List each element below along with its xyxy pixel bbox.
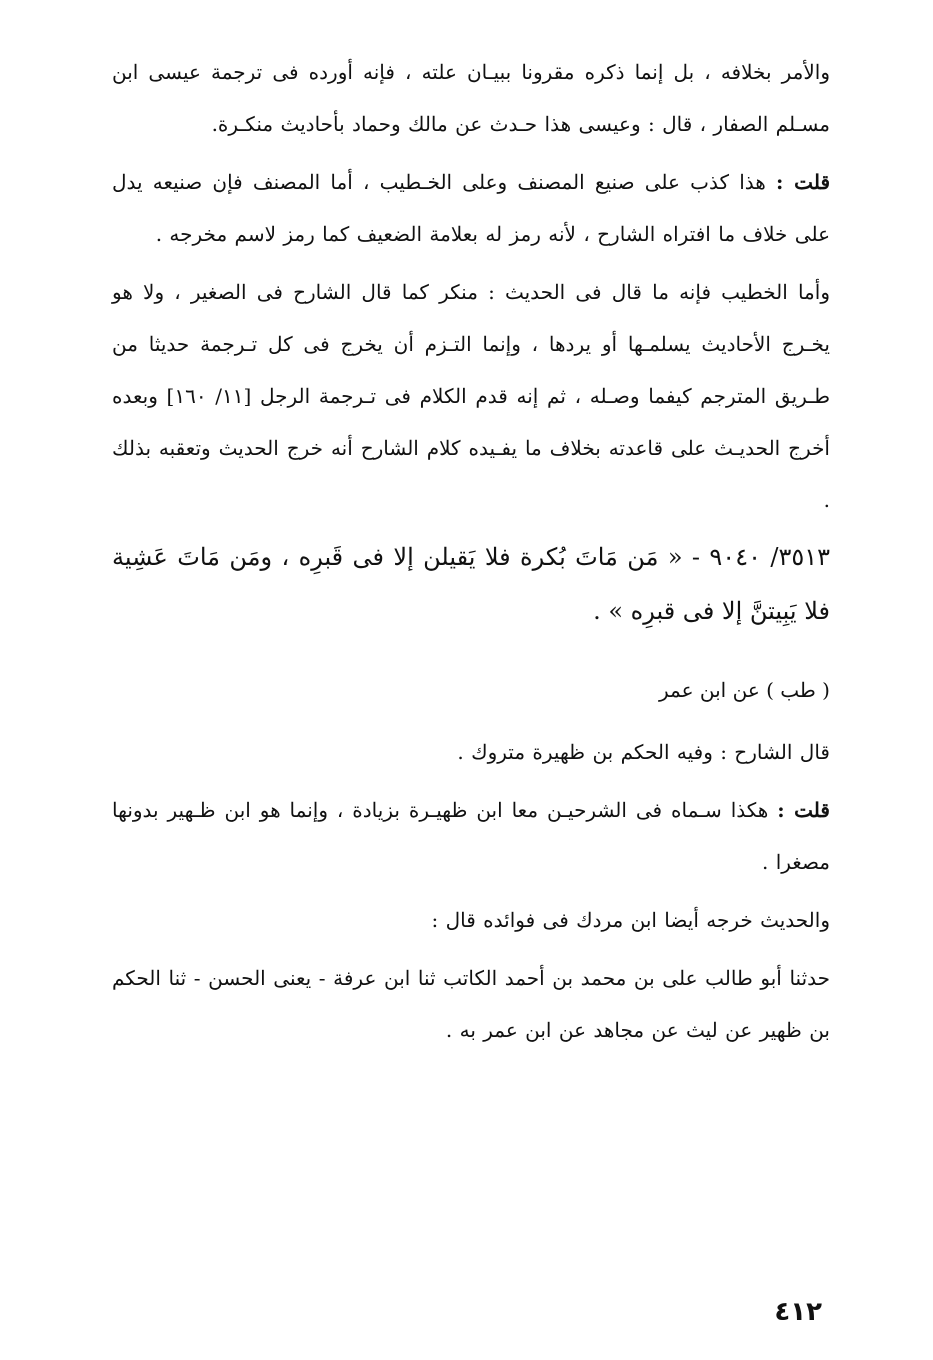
paragraph-6: [112, 894, 830, 946]
paragraph-2-lead: قلت :: [776, 170, 830, 194]
paragraph-2: [112, 156, 830, 260]
paragraph-3-text: وأما الخطيب فإنه ما قال فى الحديث : منكر كما قال الشارح فى الصغير ، ولا هو يخـرج الأحاديث يسلمـها أو يردها ، وإنما التـزم أن يخرج فى كل تـرجمة حديثا من طـريق المترجم كيفما وصـله ، ثم إنه قدم الكلام فى تـرجمة الرجل [١١/ ١٦٠] وبعده أخرج الحديـث على قاعدته بخلاف ما يفـيده كلام الشارح أنه خرج الحديث وتعقبه بذلك .: [112, 280, 830, 512]
paragraph-4-text: قال الشارح : وفيه الحكم بن ظهيرة متروك .: [457, 740, 830, 764]
paragraph-1-text: والأمر بخلافه ، بل إنما ذكره مقرونا ببيـان علته ، فإنه أورده فى ترجمة عيسى ابن مسـلم الصفار ، قال : وعيسى هذا حـدث عن مالك وحماد بأحاديث منكـرة.: [112, 60, 830, 136]
hadith-text: ٣٥١٣/ ٩٠٤٠ - « مَن مَاتَ بُكرة فلا يَقيلن إلا فى قَبرِه ، ومَن مَاتَ عَشِية فلا يَبِيتنَّ إلا فى قبرِه » .: [112, 543, 831, 625]
paragraph-6-text: والحديث خرجه أيضا ابن مردك فى فوائده قال :: [431, 908, 830, 932]
page-text-block: [112, 46, 830, 1056]
paragraph-2-text: هذا كذب على صنيع المصنف وعلى الخـطيب ، أما المصنف فإن صنيعه يدل على خلاف ما افتراه الشارح ، لأنه رمز له بعلامة الضعيف كما رمز لاسم مخرجه .: [112, 170, 830, 246]
paragraph-7-text: حدثنا أبو طالب على بن محمد بن أحمد الكاتب ثنا ابن عرفة - يعنى الحسن - ثنا الحكم بن ظهير عن ليث عن مجاهد عن ابن عمر به .: [112, 966, 830, 1042]
paragraph-4: [112, 726, 830, 778]
paragraph-1: [112, 46, 830, 150]
hadith-source: ( طب ) عن ابن عمر: [659, 678, 830, 702]
paragraph-3: [112, 266, 830, 526]
paragraph-5: [112, 784, 830, 888]
page-number: ٤١٢: [774, 1297, 822, 1327]
paragraph-5-lead: قلت :: [777, 798, 830, 822]
paragraph-5-text: هكذا سـماه فى الشرحيـن معا ابن ظهيـرة بزيادة ، وإنما هو ابن ظـهير بدونها مصغرا .: [112, 798, 830, 874]
paragraph-7: [112, 952, 830, 1056]
